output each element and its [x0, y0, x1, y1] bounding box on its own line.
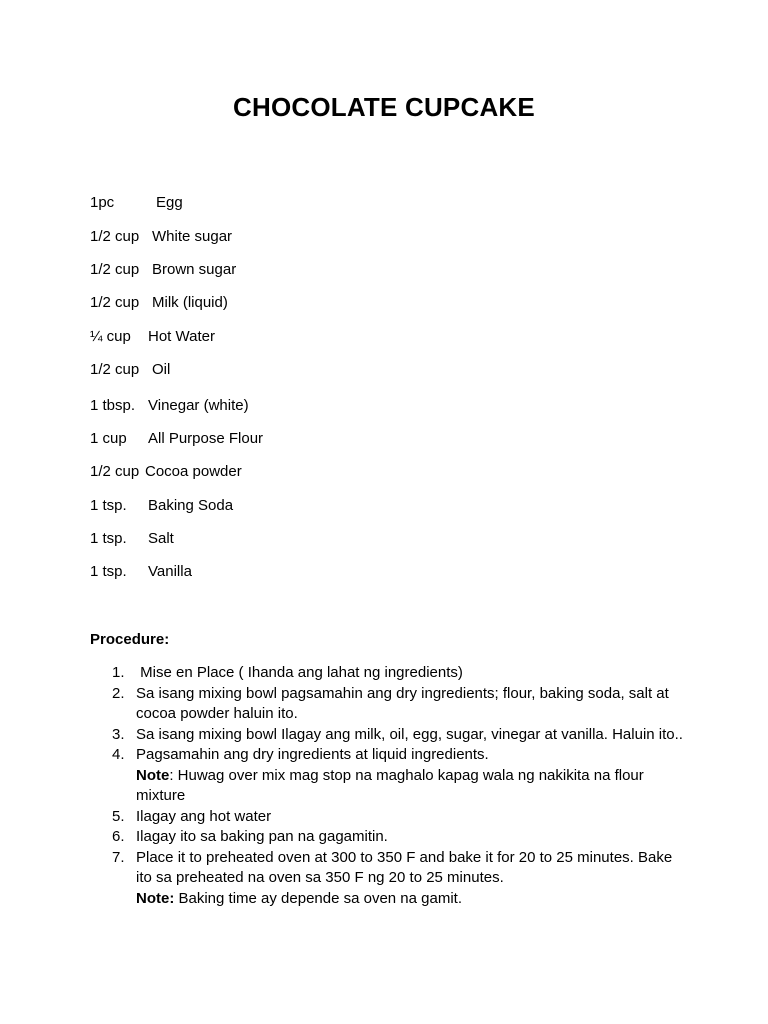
- step-text: Sa isang mixing bowl Ilagay ang milk, oil, egg, sugar, vinegar at vanilla. Haluin ito..: [136, 725, 683, 743]
- ingredient-row: [90, 396, 690, 416]
- ingredient-name: Egg: [156, 194, 183, 211]
- step-text: Sa isang mixing bowl pagsamahin ang dry ingredients; flour, baking soda, salt at cocoa powder haluin ito.: [136, 684, 669, 722]
- ingredient-row: [90, 293, 690, 313]
- list-item: [90, 725, 690, 746]
- procedure-heading: Procedure:: [90, 631, 170, 648]
- ingredient-quantity: 1/2 cup: [90, 463, 140, 480]
- ingredient-quantity: 1 tsp.: [90, 530, 127, 547]
- ingredient-row: [90, 429, 690, 449]
- step-text: Ilagay ito sa baking pan na gagamitin.: [136, 828, 388, 845]
- ingredient-row: [90, 227, 690, 247]
- ingredient-quantity: 1 tbsp.: [90, 397, 136, 414]
- step-text: Place it to preheated oven at 300 to 350 F and bake it for 20 to 25 minutes. Bake ito sa preheated na oven sa 350 F ng 20 to 25 minutes.: [136, 848, 673, 886]
- step-number: 6.: [112, 828, 125, 845]
- ingredient-name: Hot Water: [148, 328, 215, 345]
- step-number: 2.: [112, 684, 125, 702]
- ingredient-name: Vinegar (white): [148, 397, 249, 414]
- ingredient-name: All Purpose Flour: [148, 430, 264, 447]
- step-text: Pagsamahin ang dry ingredients at liquid ingredients.: [136, 746, 489, 763]
- ingredient-quantity: 1/2 cup: [90, 261, 140, 278]
- ingredient-name: Vanilla: [148, 563, 192, 580]
- note-text: Baking time ay depende sa oven na gamit.: [174, 889, 463, 907]
- ingredient-quantity: 1 cup: [90, 430, 127, 447]
- ingredient-quantity: 1 tsp.: [90, 563, 127, 580]
- ingredient-name: White sugar: [152, 228, 233, 245]
- note-text: : Huwag over mix mag stop na maghalo kapag wala ng nakikita na flour mixture: [136, 766, 644, 804]
- ingredient-row: [90, 327, 690, 347]
- step-number: 3.: [112, 725, 125, 743]
- procedure-steps: [90, 663, 690, 909]
- ingredient-quantity: 1 tsp.: [90, 497, 127, 514]
- step-text: Ilagay ang hot water: [136, 807, 272, 825]
- note-label: Note:: [136, 889, 175, 907]
- list-item: [90, 663, 690, 684]
- list-item: [90, 827, 690, 848]
- ingredient-row: [90, 529, 690, 549]
- step-number: 4.: [112, 746, 125, 763]
- ingredient-name: Baking Soda: [148, 497, 234, 514]
- list-item: [90, 745, 690, 807]
- ingredient-quantity: 1/2 cup: [90, 361, 140, 378]
- ingredient-quantity: 1/2 cup: [90, 228, 140, 245]
- step-text: Mise en Place ( Ihanda ang lahat ng ingredients): [136, 664, 463, 681]
- ingredient-row: [90, 260, 690, 280]
- step-note: [136, 889, 690, 910]
- list-item: [90, 684, 690, 725]
- step-note: [136, 766, 690, 807]
- ingredient-name: Milk (liquid): [152, 294, 228, 311]
- step-number: 5.: [112, 807, 125, 825]
- ingredient-row: [90, 496, 690, 516]
- ingredient-row: [90, 193, 690, 213]
- ingredient-quantity: ¼ cup: [90, 328, 131, 345]
- recipe-title: CHOCOLATE CUPCAKE: [233, 92, 535, 122]
- ingredient-quantity: 1pc: [90, 194, 115, 211]
- ingredient-name: Oil: [152, 361, 171, 378]
- list-item: [90, 848, 690, 910]
- ingredient-name: Brown sugar: [152, 261, 237, 278]
- ingredient-row: [90, 462, 690, 482]
- ingredient-name: Salt: [148, 530, 174, 547]
- ingredient-row: [90, 360, 690, 380]
- step-number: 1.: [112, 664, 125, 681]
- ingredient-list: [90, 193, 690, 582]
- ingredient-name: Cocoa powder: [145, 463, 242, 480]
- list-item: [90, 807, 690, 828]
- ingredient-row: [90, 562, 690, 582]
- step-number: 7.: [112, 848, 125, 866]
- note-label: Note: [136, 766, 170, 784]
- ingredient-quantity: 1/2 cup: [90, 294, 140, 311]
